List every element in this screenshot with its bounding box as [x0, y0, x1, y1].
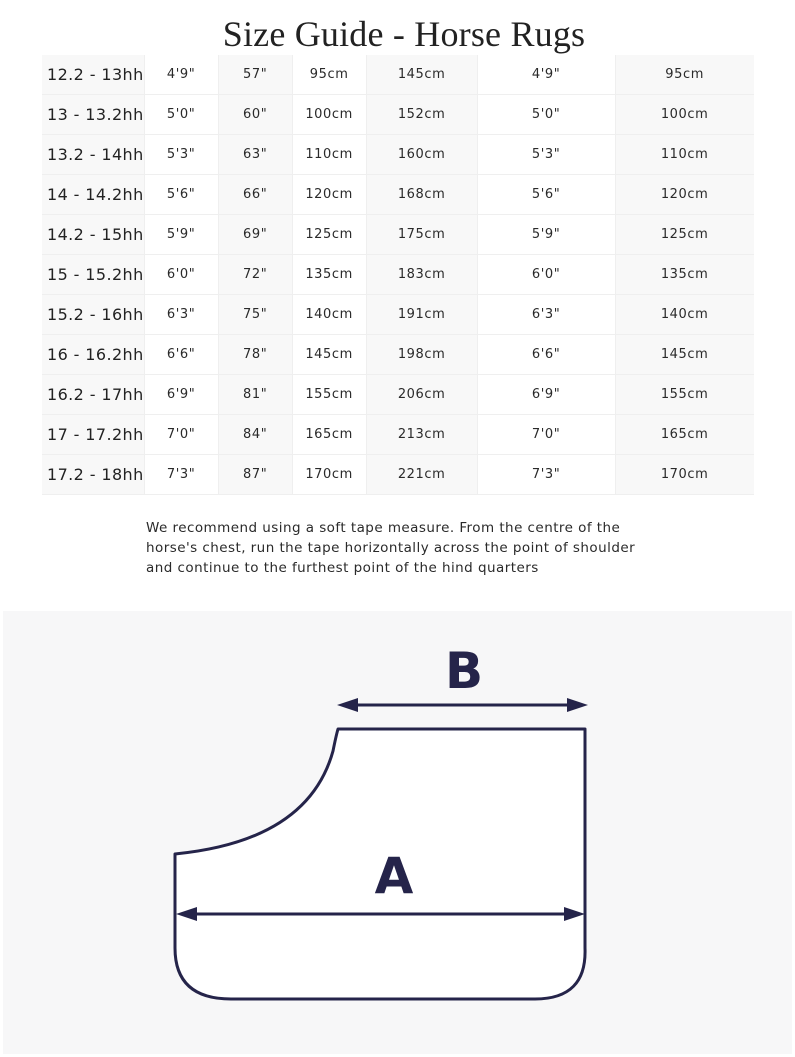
- table-cell: 213cm: [366, 415, 477, 455]
- size-guide-table: [42, 55, 754, 495]
- table-cell: 125cm: [615, 215, 754, 255]
- horse-height-cell: 14.2 - 15hh: [42, 215, 144, 255]
- table-cell: 198cm: [366, 335, 477, 375]
- table-cell: 6'0": [144, 255, 218, 295]
- table-cell: 221cm: [366, 455, 477, 495]
- table-cell: 78": [218, 335, 292, 375]
- table-cell: 5'3": [477, 135, 615, 175]
- horse-height-cell: 13 - 13.2hh: [42, 95, 144, 135]
- table-cell: 170cm: [292, 455, 366, 495]
- horse-height-cell: 15.2 - 16hh: [42, 295, 144, 335]
- table-row: [42, 415, 754, 455]
- table-cell: 145cm: [615, 335, 754, 375]
- table-cell: 170cm: [615, 455, 754, 495]
- table-row: [42, 215, 754, 255]
- horse-height-cell: 14 - 14.2hh: [42, 175, 144, 215]
- horse-height-cell: 17.2 - 18hh: [42, 455, 144, 495]
- instructions-line: We recommend using a soft tape measure. From the centre of the: [146, 520, 621, 536]
- table-cell: 4'9": [477, 55, 615, 95]
- table-cell: 145cm: [366, 55, 477, 95]
- horse-height-cell: 16 - 16.2hh: [42, 335, 144, 375]
- label-a: A: [374, 847, 414, 905]
- table-cell: 7'3": [477, 455, 615, 495]
- table-row: [42, 455, 754, 495]
- table-row: [42, 295, 754, 335]
- table-cell: 110cm: [615, 135, 754, 175]
- table-cell: 5'0": [144, 95, 218, 135]
- table-cell: 69": [218, 215, 292, 255]
- table-row: [42, 255, 754, 295]
- table-cell: 87": [218, 455, 292, 495]
- table-row: [42, 375, 754, 415]
- page-title: Size Guide - Horse Rugs: [222, 14, 586, 54]
- table-cell: 135cm: [292, 255, 366, 295]
- table-cell: 6'3": [144, 295, 218, 335]
- table-cell: 66": [218, 175, 292, 215]
- table-cell: 191cm: [366, 295, 477, 335]
- table-cell: 183cm: [366, 255, 477, 295]
- measuring-instructions: [146, 518, 666, 578]
- table-row: [42, 55, 754, 95]
- table-cell: 155cm: [292, 375, 366, 415]
- table-cell: 84": [218, 415, 292, 455]
- table-cell: 120cm: [615, 175, 754, 215]
- rug-outline-icon: [3, 611, 792, 1054]
- table-cell: 72": [218, 255, 292, 295]
- table-row: [42, 175, 754, 215]
- table-cell: 140cm: [292, 295, 366, 335]
- arrow-left-icon: [337, 698, 358, 712]
- table-cell: 5'6": [144, 175, 218, 215]
- table-cell: 160cm: [366, 135, 477, 175]
- table-cell: 95cm: [615, 55, 754, 95]
- table-cell: 60": [218, 95, 292, 135]
- table-cell: 7'0": [477, 415, 615, 455]
- table-cell: 5'6": [477, 175, 615, 215]
- arrow-right-icon: [567, 698, 588, 712]
- table-cell: 7'0": [144, 415, 218, 455]
- table-cell: 100cm: [615, 95, 754, 135]
- table-cell: 165cm: [292, 415, 366, 455]
- horse-height-cell: 15 - 15.2hh: [42, 255, 144, 295]
- table-row: [42, 135, 754, 175]
- table-cell: 155cm: [615, 375, 754, 415]
- table-cell: 120cm: [292, 175, 366, 215]
- table-cell: 5'3": [144, 135, 218, 175]
- table-cell: 75": [218, 295, 292, 335]
- table-cell: 57": [218, 55, 292, 95]
- table-cell: 175cm: [366, 215, 477, 255]
- table-cell: 135cm: [615, 255, 754, 295]
- table-cell: 152cm: [366, 95, 477, 135]
- table-cell: 145cm: [292, 335, 366, 375]
- table-cell: 5'9": [477, 215, 615, 255]
- horse-height-cell: 16.2 - 17hh: [42, 375, 144, 415]
- table-row: [42, 95, 754, 135]
- instructions-line: and continue to the furthest point of the hind quarters: [146, 560, 539, 576]
- table-cell: 100cm: [292, 95, 366, 135]
- table-cell: 165cm: [615, 415, 754, 455]
- table-cell: 7'3": [144, 455, 218, 495]
- table-cell: 4'9": [144, 55, 218, 95]
- table-cell: 95cm: [292, 55, 366, 95]
- table-cell: 5'0": [477, 95, 615, 135]
- table-cell: 6'3": [477, 295, 615, 335]
- table-cell: 5'9": [144, 215, 218, 255]
- label-b: B: [444, 642, 484, 700]
- table-cell: 6'6": [477, 335, 615, 375]
- table-cell: 63": [218, 135, 292, 175]
- horse-height-cell: 17 - 17.2hh: [42, 415, 144, 455]
- table-cell: 6'0": [477, 255, 615, 295]
- horse-height-cell: 12.2 - 13hh: [42, 55, 144, 95]
- table-cell: 110cm: [292, 135, 366, 175]
- table-cell: 206cm: [366, 375, 477, 415]
- instructions-line: horse's chest, run the tape horizontally across the point of shoulder: [146, 540, 636, 556]
- table-cell: 168cm: [366, 175, 477, 215]
- table-cell: 6'9": [477, 375, 615, 415]
- table-row: [42, 335, 754, 375]
- table-cell: 140cm: [615, 295, 754, 335]
- table-cell: 81": [218, 375, 292, 415]
- table-cell: 6'6": [144, 335, 218, 375]
- horse-height-cell: 13.2 - 14hh: [42, 135, 144, 175]
- rug-measurement-diagram: [3, 611, 792, 1054]
- table-cell: 6'9": [144, 375, 218, 415]
- table-cell: 125cm: [292, 215, 366, 255]
